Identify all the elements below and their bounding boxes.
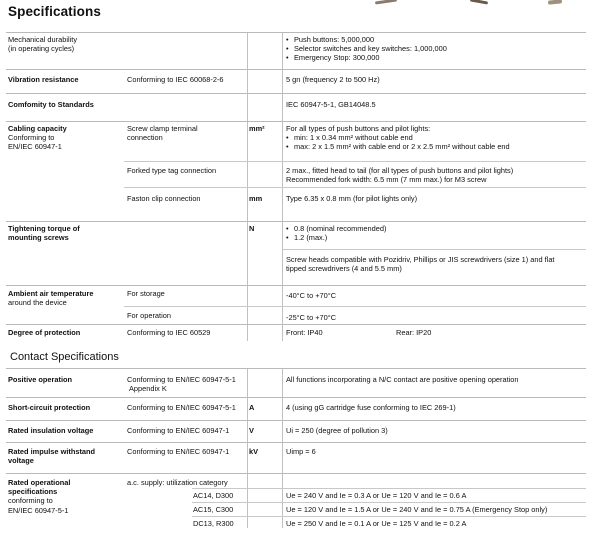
product-image-fragment xyxy=(548,0,562,5)
row-condition: Conforming to IEC 60068-2-6 xyxy=(127,75,224,84)
row-condition: a.c. supply: utilization category xyxy=(127,478,228,487)
row-label: Vibration resistance xyxy=(8,75,79,84)
row-condition: Conforming to EN/IEC 60947-5-1 Appendix K xyxy=(127,375,236,394)
section-title: Contact Specifications xyxy=(10,351,119,363)
sub-divider xyxy=(282,249,586,250)
row-label: Rated operational specifications conforming to EN/IEC 60947-5-1 xyxy=(8,478,71,515)
row-value: 2 max., fitted head to tail (for all types of push buttons and pilot lights) Recommended fork width: 6.5 mm (7 mm max.) for M3 screw xyxy=(286,166,514,185)
row-unit: V xyxy=(249,426,254,435)
row-label: Cabling capacity Conforming to EN/IEC 60947-1 xyxy=(8,124,67,152)
spec-row-protection xyxy=(6,324,586,342)
row-condition: Conforming to EN/IEC 60947-1 xyxy=(127,426,230,435)
utilization-category: AC14, D300 xyxy=(193,491,234,500)
row-value-list: • Push buttons: 5,000,000 • Selector switches and key switches: 1,000,000 • Emergency Stop: 300,000 xyxy=(286,35,447,63)
row-label: Mechanical durability (in operating cycles) xyxy=(8,35,78,54)
row-value: 5 gn (frequency 2 to 500 Hz) xyxy=(286,75,380,84)
utilization-category: DC13, R300 xyxy=(193,519,234,528)
sub-divider xyxy=(124,161,586,162)
row-label: Degree of protection xyxy=(8,328,81,337)
row-unit: N xyxy=(249,224,255,233)
contact-row-impulse xyxy=(6,442,586,474)
product-image-fragment xyxy=(470,0,488,5)
contact-row-operational xyxy=(6,473,586,534)
row-value: Ue = 120 V and Ie = 1.5 A or Ue = 240 V and Ie = 0.75 A (Emergency Stop only) xyxy=(286,505,548,514)
row-value: 4 (using gG cartridge fuse conforming to IEC 269-1) xyxy=(286,403,456,412)
spec-row-vibration xyxy=(6,69,586,92)
row-value: Rear: IP20 xyxy=(396,328,432,337)
row-value: All functions incorporating a N/C contact are positive opening operation xyxy=(286,375,519,384)
row-label: Positive operation xyxy=(8,375,73,384)
row-value-list: • 0.8 (nominal recommended) • 1.2 (max.) xyxy=(286,224,386,242)
contact-row-positive xyxy=(6,368,586,398)
row-label: Comfomity to Standards xyxy=(8,100,94,109)
row-condition: Faston clip connection xyxy=(127,194,201,203)
row-value: -25°C to +70°C xyxy=(286,313,337,322)
utilization-category: AC15, C300 xyxy=(193,505,234,514)
row-condition: For storage xyxy=(127,289,165,298)
page-title: Specifications xyxy=(8,4,101,19)
row-unit: mm xyxy=(249,194,263,203)
row-label: Rated insulation voltage xyxy=(8,426,94,435)
row-condition: Forked type tag connection xyxy=(127,166,217,175)
row-condition: Conforming to EN/IEC 60947-5-1 xyxy=(127,403,236,412)
row-label: Ambient air temperature around the device xyxy=(8,289,94,308)
row-label: Rated impulse withstand voltage xyxy=(8,447,96,466)
row-unit: mm² xyxy=(249,124,265,133)
row-label: Short-circuit protection xyxy=(8,403,91,412)
contact-row-insulation xyxy=(6,420,586,443)
row-condition: Conforming to IEC 60529 xyxy=(127,328,211,337)
row-value: For all types of push buttons and pilot lights: • min: 1 x 0.34 mm² without cable end • max: 2 x 1.5 mm² with cable end or 2 x 2.5 mm² without cable end xyxy=(286,124,510,152)
row-value: Uimp = 6 xyxy=(286,447,316,456)
sub-divider xyxy=(124,306,586,307)
spec-row-temperature xyxy=(6,285,586,326)
spec-row-standards xyxy=(6,93,586,121)
sub-divider xyxy=(192,516,586,517)
row-note: Screw heads compatible with Pozidriv, Phillips or JIS screwdrivers (size 1) and flat tipped screwdrivers (4 and 5.5 mm) xyxy=(286,255,555,274)
contact-row-short-circuit xyxy=(6,397,586,421)
product-image-fragment xyxy=(375,0,397,5)
row-value: Ue = 240 V and Ie = 0.3 A or Ue = 120 V and Ie = 0.6 A xyxy=(286,491,467,500)
sub-divider xyxy=(124,187,586,188)
spec-row-cabling xyxy=(6,121,586,217)
row-value: IEC 60947-5-1, GB14048.5 xyxy=(286,100,376,109)
row-unit: kV xyxy=(249,447,259,456)
row-condition: Screw clamp terminal connection xyxy=(127,124,198,143)
row-value: Ui = 250 (degree of pollution 3) xyxy=(286,426,388,435)
row-condition: Conforming to EN/IEC 60947-1 xyxy=(127,447,230,456)
sub-divider xyxy=(192,502,586,503)
row-value: Type 6.35 x 0.8 mm (for pilot lights only) xyxy=(286,194,418,203)
sub-divider xyxy=(192,488,586,489)
spec-row-torque xyxy=(6,221,586,286)
row-value: Ue = 250 V and Ie = 0.1 A or Ue = 125 V and Ie = 0.2 A xyxy=(286,519,467,528)
row-label: Tightening torque of mounting screws xyxy=(8,224,80,243)
row-value: -40°C to +70°C xyxy=(286,291,337,300)
row-condition: For operation xyxy=(127,311,171,320)
row-unit: A xyxy=(249,403,255,412)
spec-row-mechanical xyxy=(6,32,586,68)
row-value: Front: IP40 xyxy=(286,328,323,337)
